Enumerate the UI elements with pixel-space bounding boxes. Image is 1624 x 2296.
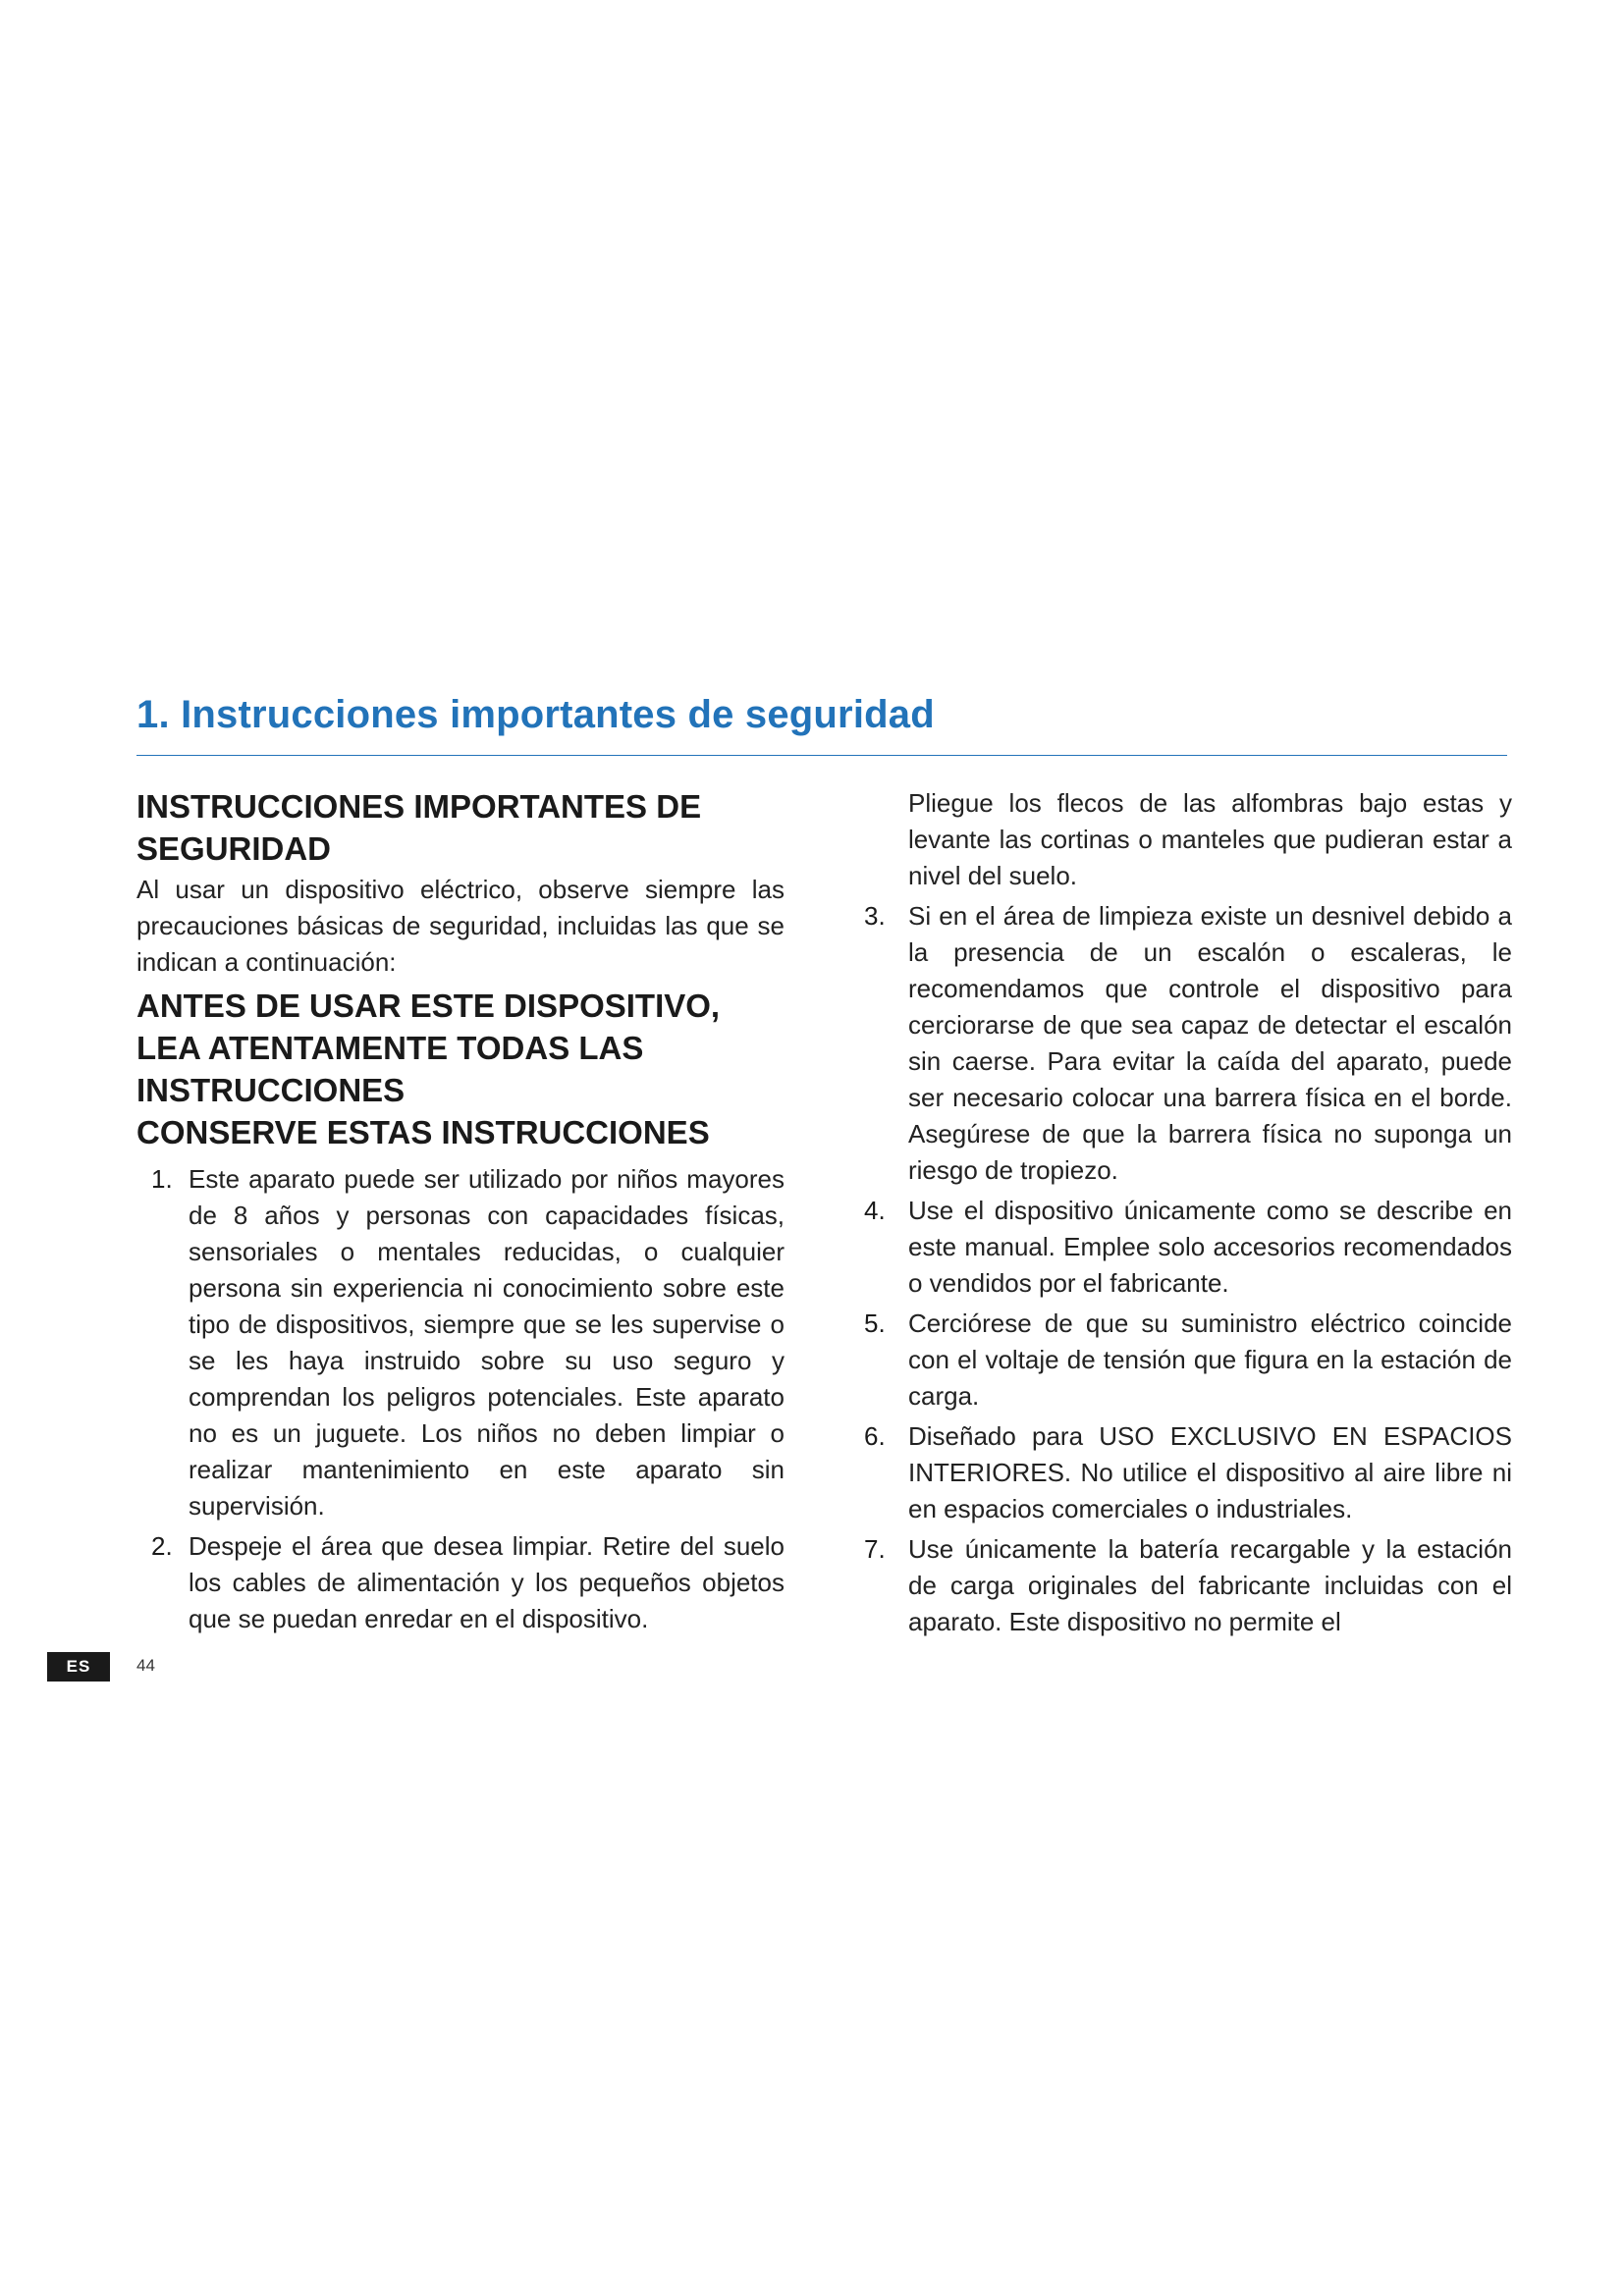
- list-item: [864, 1306, 1512, 1415]
- title-divider: [136, 755, 1507, 756]
- item-text: Use el dispositivo únicamente como se describe en este manual. Emplee solo accesorios recomendados o vendidos por el fabricante.: [908, 1196, 1512, 1298]
- item-number: 5.: [864, 1308, 886, 1338]
- heading-line: CONSERVE ESTAS INSTRUCCIONES: [136, 1114, 710, 1150]
- heading-important-instructions: [136, 785, 785, 870]
- item-text: Este aparato puede ser utilizado por niños mayores de 8 años y personas con capacidades físicas, sensoriales o mentales reducidas, o cualquier persona sin experiencia ni conocimiento sobre este tipo de dispositivos, siempre que se les supervise o se les haya instruido sobre su uso seguro y comprendan los peligros potenciales. Este aparato no es un juguete. Los niños no deben limpiar o realizar mantenimiento en este aparato sin supervisión.: [189, 1164, 785, 1521]
- item-text: Cerciórese de que su suministro eléctrico coincide con el voltaje de tensión que figura en la estación de carga.: [908, 1308, 1512, 1411]
- list-item: [864, 898, 1512, 1189]
- item-text: Si en el área de limpieza existe un desnivel debido a la presencia de un escalón o escaleras, le recomendamos que controle el dispositivo para cerciorarse de que sea capaz de detectar el escalón sin caerse. Para evitar la caída del aparato, puede ser necesario colocar una barrera física en el borde. Asegúrese de que la barrera física no suponga un riesgo de tropiezo.: [908, 901, 1512, 1185]
- heading-line: LEA ATENTAMENTE TODAS LAS: [136, 1030, 644, 1066]
- heading-read-instructions: [136, 985, 785, 1153]
- heading-line: ANTES DE USAR ESTE DISPOSITIVO,: [136, 988, 721, 1024]
- item-number: 2.: [151, 1531, 173, 1561]
- heading-line: INSTRUCCIONES: [136, 1072, 406, 1108]
- item-number: 1.: [151, 1164, 173, 1194]
- safety-list-right: [864, 898, 1512, 1640]
- item-text: Despeje el área que desea limpiar. Retire del suelo los cables de alimentación y los pequeños objetos que se puedan enredar en el dispositivo.: [189, 1531, 785, 1633]
- list-item: [864, 1193, 1512, 1302]
- page-number: 44: [136, 1656, 155, 1675]
- list-item: [864, 1418, 1512, 1527]
- list-item: [136, 1528, 785, 1637]
- safety-list-left: [136, 1161, 785, 1637]
- section-title: 1. Instrucciones importantes de seguridad: [136, 693, 935, 736]
- language-badge: ES: [47, 1652, 110, 1682]
- heading-line: SEGURIDAD: [136, 830, 332, 867]
- item-number: 6.: [864, 1421, 886, 1451]
- item-number: 3.: [864, 901, 886, 931]
- heading-line: INSTRUCCIONES IMPORTANTES DE: [136, 788, 702, 825]
- intro-paragraph: Al usar un dispositivo eléctrico, observe siempre las precauciones básicas de seguridad, incluidas las que se indican a continuación:: [136, 875, 785, 977]
- item-text: Use únicamente la batería recargable y la estación de carga originales del fabricante incluidas con el aparato. Este dispositivo no permite el: [908, 1534, 1512, 1636]
- item-number: 7.: [864, 1534, 886, 1564]
- left-column: [136, 785, 785, 1641]
- right-column: [864, 785, 1512, 1644]
- item-text: Diseñado para USO EXCLUSIVO EN ESPACIOS INTERIORES. No utilice el dispositivo al aire libre ni en espacios comerciales o industriales.: [908, 1421, 1512, 1523]
- item-number: 4.: [864, 1196, 886, 1225]
- list-item: [136, 1161, 785, 1524]
- list-item: [864, 1531, 1512, 1640]
- item-continuation: Pliegue los flecos de las alfombras bajo estas y levante las cortinas o manteles que pudieran estar a nivel del suelo.: [908, 788, 1512, 890]
